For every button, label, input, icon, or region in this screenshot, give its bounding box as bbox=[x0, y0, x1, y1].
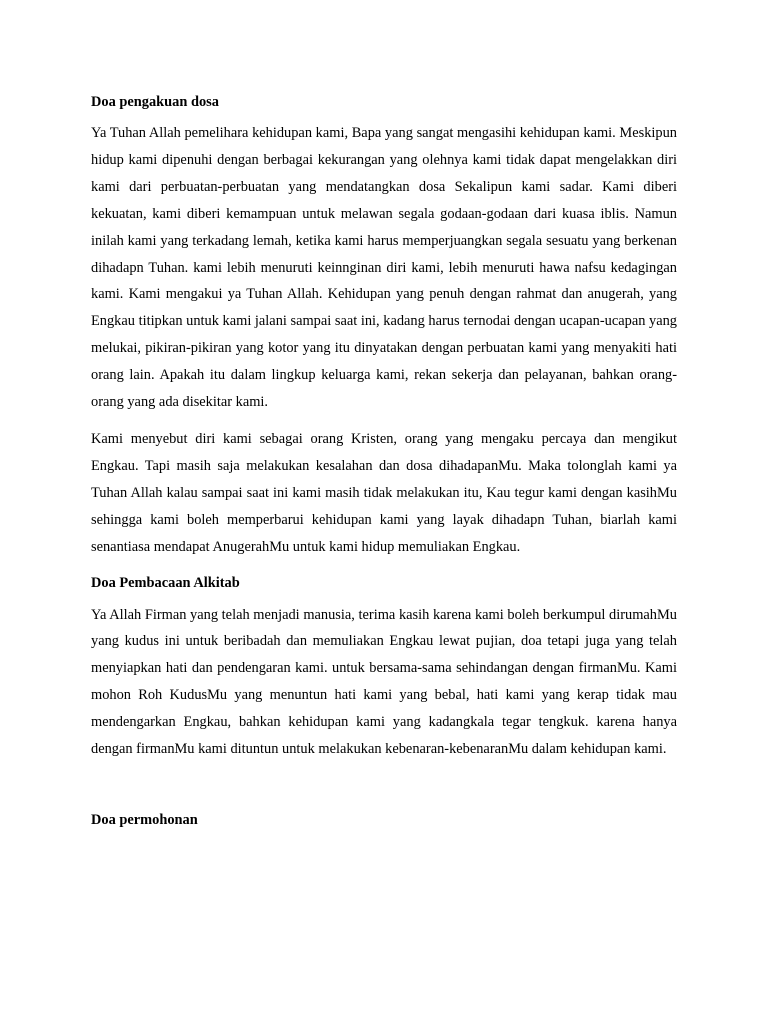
paragraph-pengakuan-2: Kami menyebut diri kami sebagai orang Kristen, orang yang mengaku percaya dan mengikut Engkau. Tapi masih saja melakukan kesalahan dan dosa dihadapanMu. Maka tolonglah kami ya Tuhan Allah kalau sampai saat ini kami masih tidak melakukan itu, Kau tegur kami dengan kasihMu sehingga kami boleh memperbarui kehidupan kami yang layak dihadapn Tuhan, biarlah kami senantiasa mendapat AnugerahMu untuk kami hidup memuliakan Engkau. bbox=[91, 430, 677, 555]
paragraph-pembacaan-alkitab: Ya Allah Firman yang telah menjadi manusia, terima kasih karena kami boleh berkumpul dirumahMu yang kudus ini untuk beribadah dan memuliakan Engkau lewat pujian, doa tetapi juga yang telah menyiapkan hati dan pendengaran kami. untuk bersama-sama sehindangan dengan firmanMu. Kami mohon Roh KudusMu yang menuntun hati kami yang bebal, hati kami yang kerap tidak mau mendengarkan Engkau, bahkan kehidupan kami yang kadangkala tegar tengkuk. karena hanya dengan firmanMu kami dituntun untuk melakukan kebenaran-kebenaranMu dalam kehidupan kami. bbox=[91, 606, 677, 758]
paragraph-pengakuan-1: Ya Tuhan Allah pemelihara kehidupan kami, Bapa yang sangat mengasihi kehidupan kami. Meskipun hidup kami dipenuhi dengan berbagai kekurangan yang olehnya kami tidak dapat mengelakkan diri kami dari perbuatan-perbuatan yang mendatangkan dosa Sekalipun kami sadar. Kami diberi kekuatan, kami diberi kemampuan untuk melawan segala godaan-godaan dari kuasa iblis. Namun inilah kami yang terkadang lemah, ketika kami harus memperjuangkan segala sesuatu yang berkenan dihadapn Tuhan. kami lebih menuruti keinnginan diri kami, lebih menuruti hawa nafsu kedagingan kami. Kami mengakui ya Tuhan Allah. Kehidupan yang penuh dengan rahmat dan anugerah, yang Engkau titipkan untuk kami jalani sampai saat ini, kadang harus ternodai dengan ucapan-ucapan yang melukai, pikiran-pikiran yang kotor yang itu dinyatakan dengan perbuatan kami yang menyakiti hati orang lain. Apakah itu dalam lingkup keluarga kami, rekan sekerja dan pelayanan, bahkan orang-orang yang ada disekitar kami. bbox=[91, 125, 677, 411]
section-heading-pengakuan-dosa: Doa pengakuan dosa bbox=[91, 94, 219, 110]
section-heading-pembacaan-alkitab: Doa Pembacaan Alkitab bbox=[91, 574, 240, 591]
document-page bbox=[91, 92, 677, 830]
section-heading-permohonan: Doa permohonan bbox=[91, 811, 198, 828]
